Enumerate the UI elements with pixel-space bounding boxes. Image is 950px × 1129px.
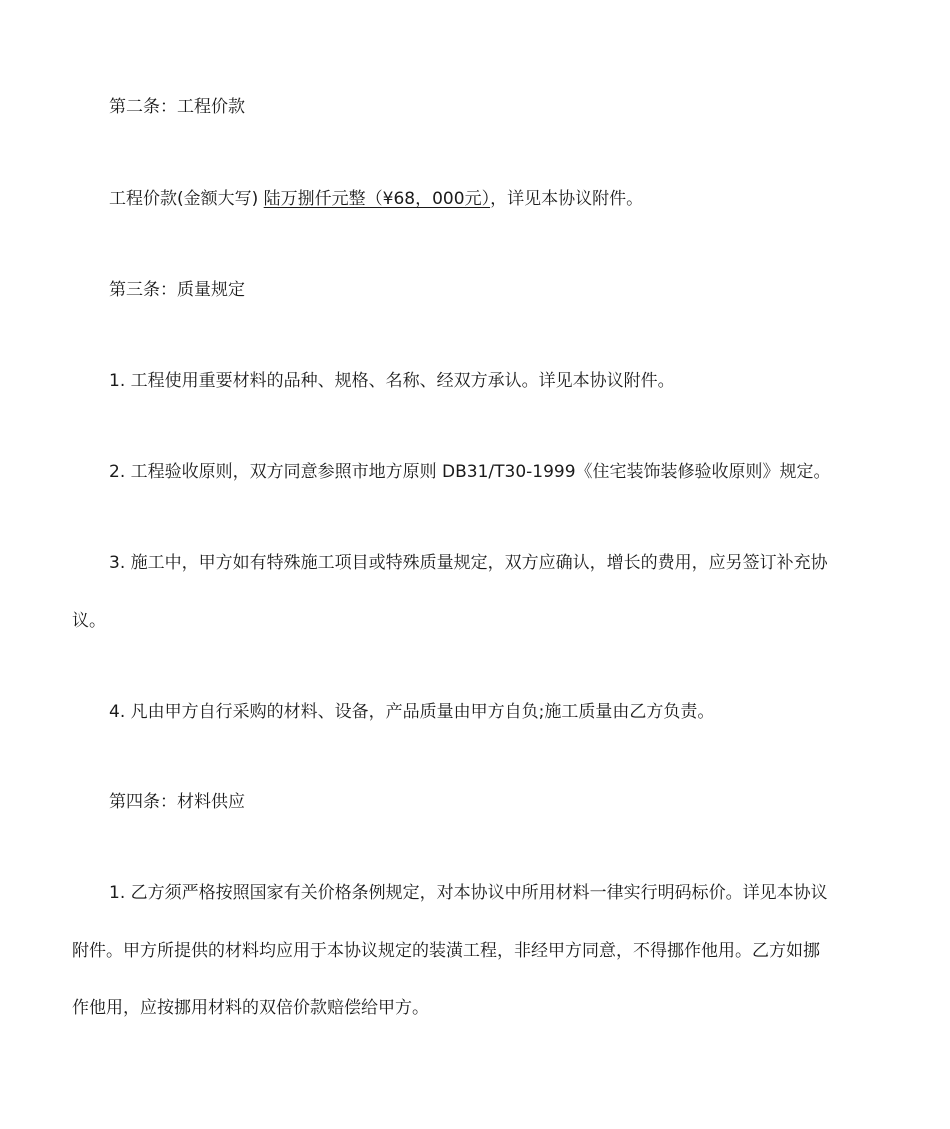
article-2-heading: 第二条：工程价款 (109, 97, 245, 117)
article-3-item-2: 2. 工程验收原则，双方同意参照市地方原则 DB31/T30-1999《住宅装饰装修验收原则》规定。 (109, 462, 831, 482)
price-suffix: ，详见本协议附件。 (490, 189, 644, 209)
article-3-item-3-line-2: 议。 (72, 611, 106, 631)
price-paragraph (109, 190, 643, 210)
article-4-item-1-line-1: 1. 乙方须严格按照国家有关价格条例规定，对本协议中所用材料一律实行明码标价。详见本协议 (109, 883, 828, 903)
article-4-item-1-line-2: 附件。甲方所提供的材料均应用于本协议规定的装潢工程，非经甲方同意，不得挪作他用。乙方如挪 (72, 941, 820, 961)
price-prefix: 工程价款(金额大写) (109, 189, 264, 209)
article-4-heading: 第四条：材料供应 (109, 792, 245, 812)
article-3-item-3-line-1: 3. 施工中，甲方如有特殊施工项目或特殊质量规定，双方应确认，增长的费用，应另签订补充协 (109, 553, 828, 573)
article-3-heading: 第三条：质量规定 (109, 280, 245, 300)
article-3-item-4: 4. 凡由甲方自行采购的材料、设备，产品质量由甲方自负;施工质量由乙方负责。 (109, 702, 715, 722)
price-amount: 陆万捌仟元整（¥68，000元） (263, 189, 491, 209)
article-3-item-1: 1. 工程使用重要材料的品种、规格、名称、经双方承认。详见本协议附件。 (109, 371, 675, 391)
article-4-item-1-line-3: 作他用，应按挪用材料的双倍价款赔偿给甲方。 (72, 998, 429, 1018)
